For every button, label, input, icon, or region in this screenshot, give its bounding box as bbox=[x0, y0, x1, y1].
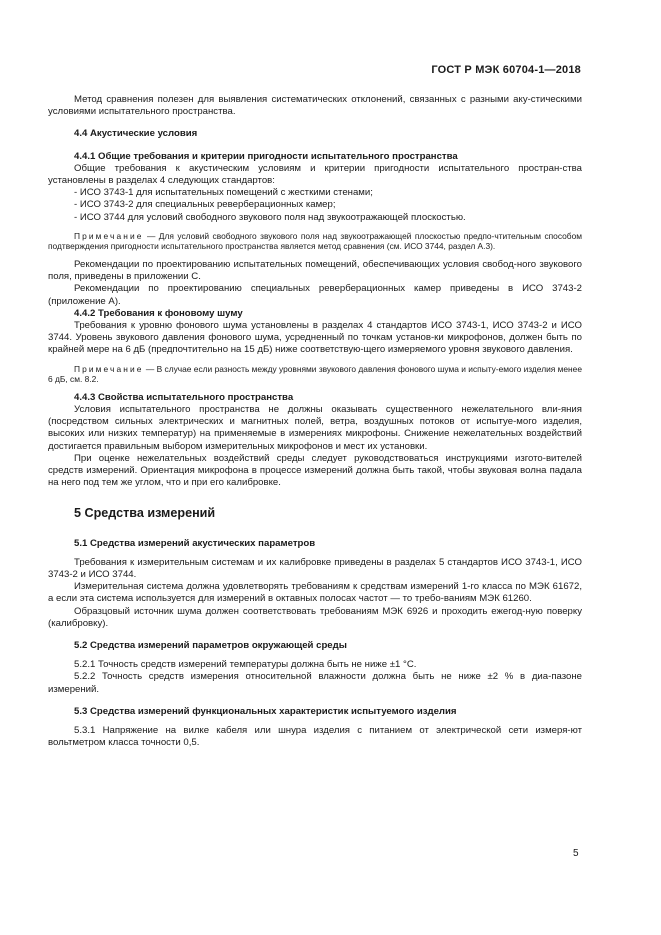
list-item: - ИСО 3744 для условий свободного звукового поля над звукоотражающей плоскостью. bbox=[74, 211, 466, 223]
page-number: 5 bbox=[573, 848, 579, 859]
note-label: Примечание bbox=[74, 363, 144, 374]
section-4-4-3-p1: Условия испытательного пространства не должны оказывать существенного нежелательного вли-яния (посредством сильных электрических и магнитных полей, ветра, воздушных потоков от испытуе-мого изделия, высоких или низких температур) на применяемые в измерениях микрофоны. Снижение нежелательных воздействий достигается правильным выбором измерительных микрофонов и мест их установки. bbox=[48, 404, 582, 452]
list-item: - ИСО 3743-2 для специальных реверберационных камер; bbox=[74, 199, 336, 211]
section-5-title: 5 Средства измерений bbox=[74, 506, 216, 521]
section-4-4-1-p3: Рекомендации по проектированию специальных реверберационных камер приведены в ИСО 3743-2 (приложение А). bbox=[48, 283, 582, 307]
section-5-1-p2: Измерительная система должна удовлетворять требованиям к средствам измерений 1-го класса по МЭК 61672, а если эта система используется для измерений в октавных полосах частот — то требо-ваниям МЭК 61260. bbox=[48, 581, 582, 605]
note-text: — В случае если разность между уровнями звукового давления фонового шума и испыту-емого изделия менее 6 дБ, см. 8.2. bbox=[48, 363, 582, 385]
note-4-4-2 bbox=[48, 364, 582, 385]
note-4-4-1 bbox=[48, 231, 582, 252]
section-4-4-1-p1: Общие требования к акустическим условиям и критерии пригодности испытательного простран-ства установлены в разделах 4 следующих стандартов: bbox=[48, 162, 582, 187]
page-content bbox=[48, 94, 582, 750]
section-5-3-title: 5.3 Средства измерений функциональных характеристик испытуемого изделия bbox=[74, 705, 457, 717]
section-5-1-title: 5.1 Средства измерений акустических параметров bbox=[74, 537, 316, 549]
list-item: - ИСО 3743-1 для испытательных помещений с жесткими стенами; bbox=[74, 187, 373, 199]
section-4-4-1-p2: Рекомендации по проектированию испытательных помещений, обеспечивающих условия свобод-ного звукового поля, приведены в приложении С. bbox=[48, 259, 582, 283]
section-4-4-1-title: 4.4.1 Общие требования и критерии пригодности испытательного пространства bbox=[74, 150, 458, 162]
section-4-4-2-title: 4.4.2 Требования к фоновому шуму bbox=[74, 307, 243, 319]
document-header: ГОСТ Р МЭК 60704-1—2018 bbox=[431, 64, 581, 76]
intro-paragraph: Метод сравнения полезен для выявления систематических отклонений, связанных с разными аку-стическими условиями испытательного пространства. bbox=[48, 94, 582, 118]
note-label: Примечание bbox=[74, 230, 144, 241]
section-4-4-3-p2: При оценке нежелательных воздействий среды следует руководствоваться инструкциями изгото-вителей средств измерений. Ориентация микрофона в процессе измерений должна быть такой, чтобы звуковая волна падала на него под тем же углом, что и при его калибровке. bbox=[48, 452, 582, 489]
section-5-2-p2: 5.2.2 Точность средств измерения относительной влажности должна быть не ниже ±2 % в диа-пазоне измерений. bbox=[48, 671, 582, 695]
section-5-3-p1: 5.3.1 Напряжение на вилке кабеля или шнура изделия с питанием от электрической сети измеря-ют вольтметром класса точности 0,5. bbox=[48, 725, 582, 749]
section-5-2-p1: 5.2.1 Точность средств измерений температуры должна быть не ниже ±1 °С. bbox=[74, 659, 417, 671]
section-4-4-title: 4.4 Акустические условия bbox=[74, 128, 198, 140]
section-4-4-3-title: 4.4.3 Свойства испытательного пространства bbox=[74, 391, 294, 403]
note-text: — Для условий свободного звукового поля над звукоотражающей плоскостью предпо-чтительным способом подтверждения пригодности испытательного пространства является метод сравнения (см. ИСО 3744, раздел А.3). bbox=[48, 230, 582, 252]
section-5-2-title: 5.2 Средства измерений параметров окружающей среды bbox=[74, 640, 347, 652]
section-4-4-2-p1: Требования к уровню фонового шума установлены в разделах 4 стандартов ИСО 3743-1, ИСО 3743-2 и ИСО 3744. Уровень звукового давления фонового шума, усредненный по точкам установ-ки микрофонов, должен быть по крайней мере на 6 дБ (предпочтительно на 15 дБ) ниже соответствую-щего измеряемого уровня звукового давления. bbox=[48, 320, 582, 356]
section-5-1-p3: Образцовый источник шума должен соответствовать требованиям МЭК 6926 и проходить ежегод-ную поверку (калибровку). bbox=[48, 605, 582, 629]
section-5-1-p1: Требования к измерительным системам и их калибровке приведены в разделах 5 стандартов ИСО 3743-1, ИСО 3743-2 и ИСО 3744. bbox=[48, 556, 582, 581]
